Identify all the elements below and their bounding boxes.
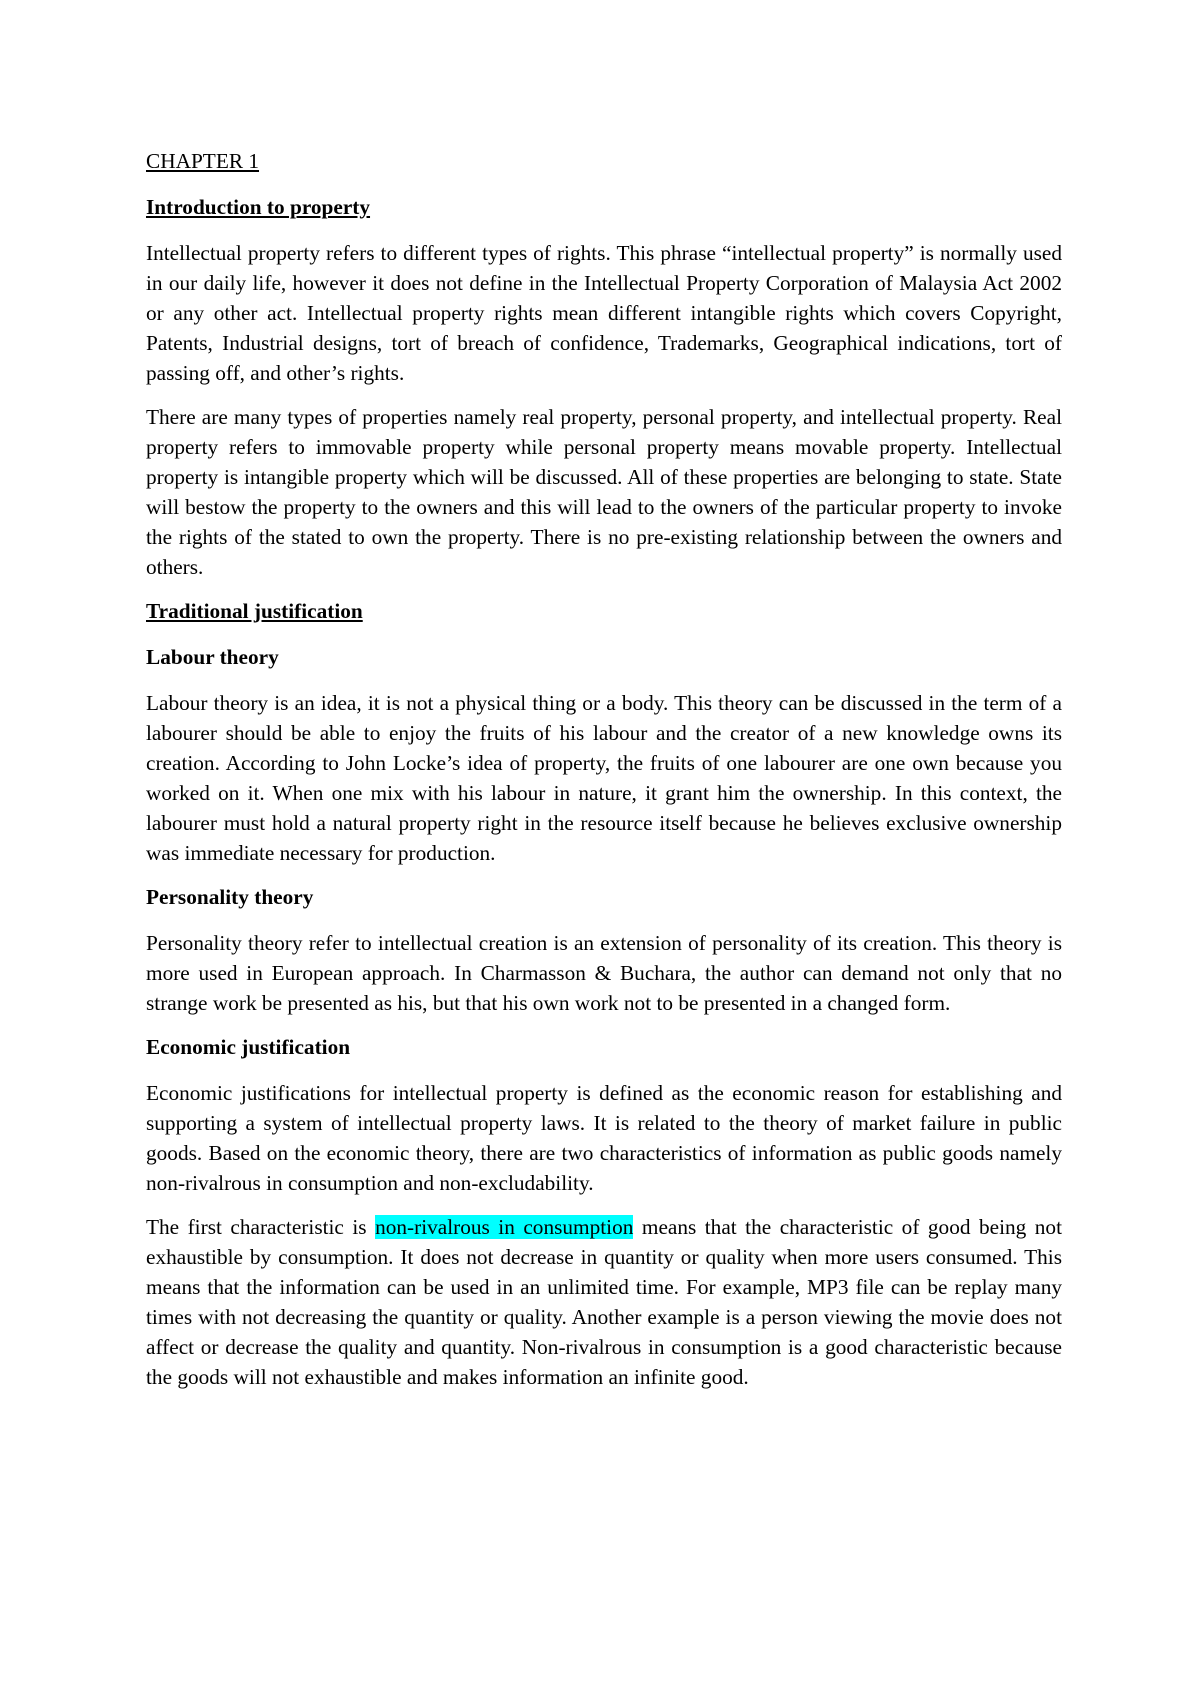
section-heading-traditional-justification: Traditional justification (146, 599, 363, 623)
chapter-title: CHAPTER 1 (146, 149, 260, 173)
document-page (146, 146, 1062, 1406)
economic-paragraph-2-start: The first characteristic is (146, 1215, 376, 1239)
intro-paragraph-1: Intellectual property refers to different types of rights. This phrase “intellectual property” is normally used in our daily life, however it does not define in the Intellectual Property Corporation of Malaysia Act 2002 or any other act. Intellectual property rights mean different intangible rights which covers Copyright, Patents, Industrial designs, tort of breach of confidence, Trademarks, Geographical indications, tort of passing off, and other’s rights. (146, 241, 1062, 385)
economic-paragraph-1: Economic justifications for intellectual property is defined as the economic reason for establishing and supporting a system of intellectual property laws. It is related to the theory of market failure in public goods. Based on the economic theory, there are two characteristics of information as public goods namely non-rivalrous in consumption and non-excludability. (146, 1081, 1062, 1195)
personality-theory-paragraph: Personality theory refer to intellectual creation is an extension of personality of its creation. This theory is more used in European approach. In Charmasson & Buchara, the author can demand not only that no strange work be presented as his, but that his own work not to be presented in a changed form. (146, 931, 1062, 1015)
subheading-economic-justification: Economic justification (146, 1035, 351, 1059)
highlighted-text: non-rivalrous in consumption (375, 1215, 634, 1239)
section-heading-introduction: Introduction to property (146, 195, 371, 219)
subheading-labour-theory: Labour theory (146, 645, 279, 669)
intro-paragraph-2: There are many types of properties namely real property, personal property, and intellectual property. Real property refers to immovable property while personal property means movable property. Intellectual property is intangible property which will be discussed. All of these properties are belonging to state. State will bestow the property to the owners and this will lead to the owners of the particular property to invoke the rights of the stated to own the property. There is no pre-existing relationship between the owners and others. (146, 405, 1062, 579)
labour-theory-paragraph: Labour theory is an idea, it is not a physical thing or a body. This theory can be discussed in the term of a labourer should be able to enjoy the fruits of his labour and the creator of a new knowledge owns its creation. According to John Locke’s idea of property, the fruits of one labourer are one own because you worked on it. When one mix with his labour in nature, it grant him the ownership. In this context, the labourer must hold a natural property right in the resource itself because he believes exclusive ownership was immediate necessary for production. (146, 691, 1062, 865)
subheading-personality-theory: Personality theory (146, 885, 314, 909)
economic-paragraph-2-rest: means that the characteristic of good being not exhaustible by consumption. It does not decrease in quantity or quality when more users consumed. This means that the information can be used in an unlimited time. For example, MP3 file can be replay many times with not decreasing the quantity or quality. Another example is a person viewing the movie does not affect or decrease the quality and quantity. Non-rivalrous in consumption is a good characteristic because the goods will not exhaustible and makes information an infinite good. (146, 1215, 1062, 1389)
economic-paragraph-2 (146, 1212, 1062, 1392)
